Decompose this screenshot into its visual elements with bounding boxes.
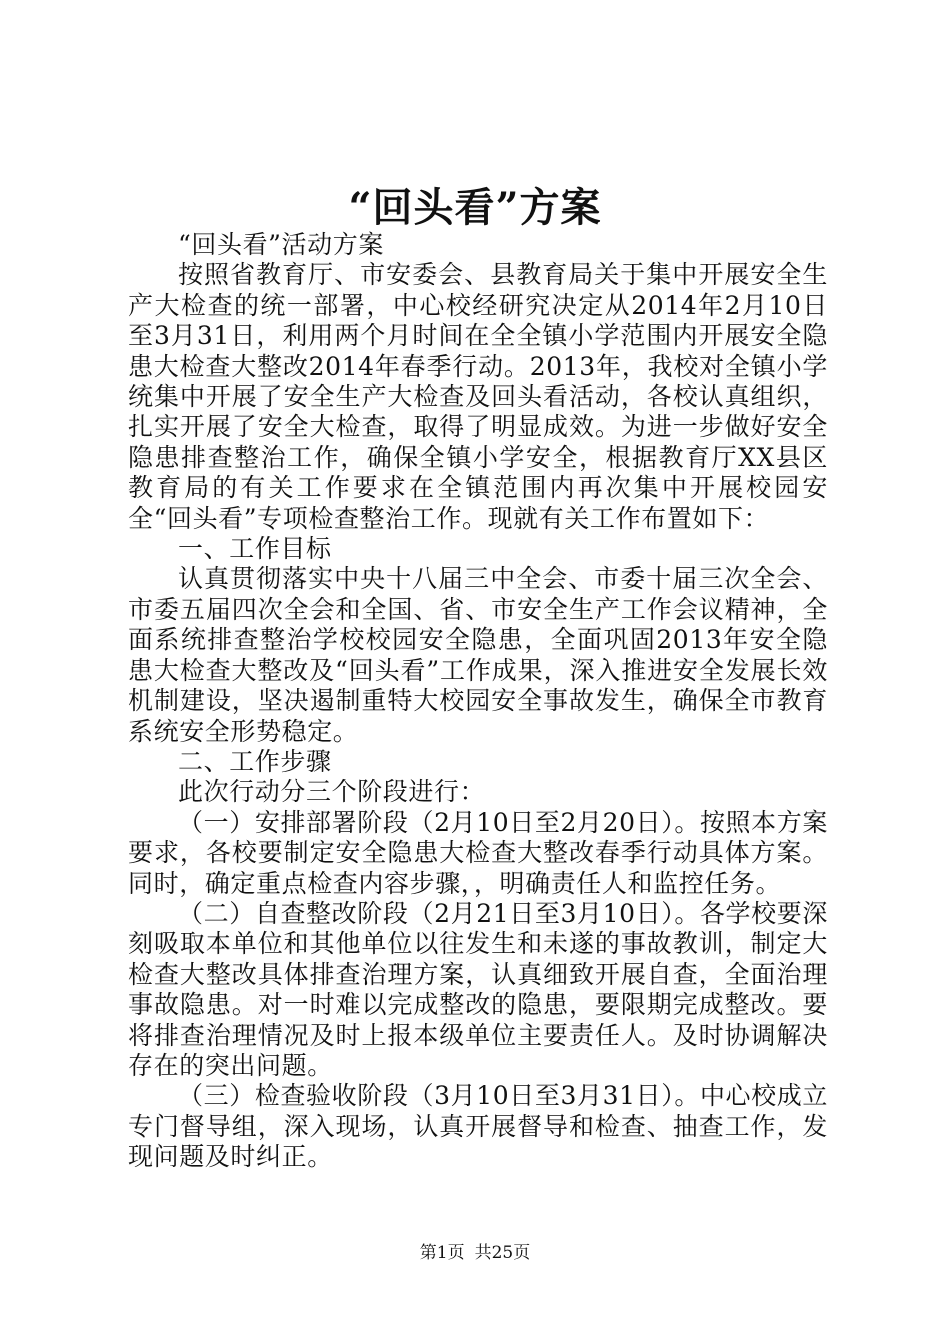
paragraph-steps-intro: 此次行动分三个阶段进行： xyxy=(178,777,486,807)
paragraph-stage-2: （二）自查整改阶段（2月21日至3月10日）。各学校要深刻吸取本单位和其他单位以往发生和未遂的事故教训，制定大检查大整改具体排查治理方案，认真细致开展自查，全面治理事故隐患。对一时难以完成整改的隐患，要限期完成整改。要将排查治理情况及时上报本级单位主要责任人。及时协调解决存在的突出问题。 xyxy=(128,898,828,1080)
document-body xyxy=(128,230,828,1173)
paragraph-stage-1: （一）安排部署阶段（2月10日至2月20日）。按照本方案要求，各校要制定安全隐患大检查大整改春季行动具体方案。同时，确定重点检查内容步骤，，明确责任人和监控任务。 xyxy=(128,807,828,898)
page-total: 共25页 xyxy=(474,1243,531,1263)
page-footer xyxy=(0,1242,950,1264)
section-heading-steps: 二、工作步骤 xyxy=(178,746,332,776)
section-heading-goals: 一、工作目标 xyxy=(178,534,332,564)
paragraph-intro: 按照省教育厅、市安委会、县教育局关于集中开展安全生产大检查的统一部署，中心校经研究决定从2014年2月10日至3月31日，利用两个月时间在全全镇小学范围内开展安全隐患大检查大整改2014年春季行动。2013年，我校对全镇小学统集中开展了安全生产大检查及回头看活动，各校认真组织，扎实开展了安全大检查，取得了明显成效。为进一步做好安全隐患排查整治工作，确保全镇小学安全，根据教育厅XX县区教育局的有关工作要求在全镇范围内再次集中开展校园安全“回头看”专项检查整治工作。现就有关工作布置如下： xyxy=(128,260,828,533)
page-number: 第1页 xyxy=(419,1243,465,1263)
document-title: “回头看”方案 xyxy=(348,184,602,231)
paragraph-stage-3: （三）检查验收阶段（3月10日至3月31日）。中心校成立专门督导组，深入现场，认真开展督导和检查、抽查工作，发现问题及时纠正。 xyxy=(128,1081,828,1172)
paragraph-goals: 认真贯彻落实中央十八届三中全会、市委十届三次全会、市委五届四次全会和全国、省、市安全生产工作会议精神，全面系统排查整治学校校园安全隐患，全面巩固2013年安全隐患大检查大整改及“回头看”工作成果，深入推进安全发展长效机制建设，坚决遏制重特大校园安全事故发生，确保全市教育系统安全形势稳定。 xyxy=(128,564,828,746)
paragraph-subtitle: “回头看”活动方案 xyxy=(178,230,384,259)
